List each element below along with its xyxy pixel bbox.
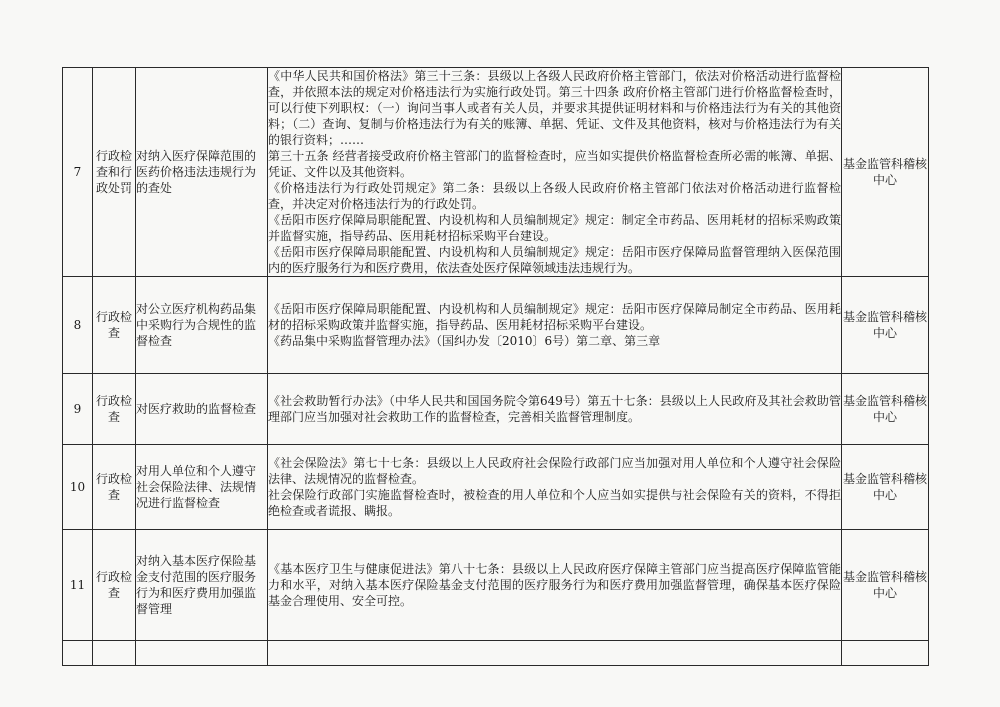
table-row-empty	[63, 641, 929, 666]
row-number: 10	[63, 445, 93, 530]
legal-basis	[268, 374, 842, 445]
table-row	[63, 68, 929, 277]
item-category: 行政检查	[93, 277, 136, 374]
legal-basis	[268, 277, 842, 374]
row-number: 7	[63, 68, 93, 277]
empty-cell	[842, 641, 929, 666]
empty-cell	[63, 641, 93, 666]
legal-basis-paragraph: 《中华人民共和国价格法》第三十三条：县级以上各级人民政府价格主管部门，依法对价格活动进行监督检查，并依照本法的规定对价格违法行为实施行政处罚。第三十四条 政府价格主管部门进行价格监督检查时，可以行使下列职权：（一）询问当事人或者有关人员，并要求其提供证明材料和与价格违法行为有关的其他资料；（二）查询、复制与价格违法行为有关的账簿、单据、凭证、文件及其他资料，核对与价格违法行为有关的银行资料；……	[268, 69, 841, 147]
row-number: 11	[63, 530, 93, 641]
empty-cell	[93, 641, 136, 666]
legal-basis-paragraph: 《基本医疗卫生与健康促进法》第八十七条：县级以上人民政府医疗保障主管部门应当提高医疗保障监管能力和水平，对纳入基本医疗保险基金支付范围的医疗服务行为和医疗费用加强监督管理，确保基本医疗保险基金合理使用、安全可控。	[268, 562, 841, 608]
item-category: 行政检查	[93, 530, 136, 641]
empty-cell	[136, 641, 268, 666]
legal-basis	[268, 530, 842, 641]
legal-basis-paragraph: 《社会保险法》第七十七条：县级以上人民政府社会保险行政部门应当加强对用人单位和个人遵守社会保险法律、法规情况的监督检查。	[268, 456, 841, 486]
empty-cell	[268, 641, 842, 666]
table-row	[63, 530, 929, 641]
legal-basis	[268, 68, 842, 277]
legal-basis-paragraph: 《社会救助暂行办法》（中华人民共和国国务院令第649号）第五十七条：县级以上人民政府及其社会救助管理部门应当加强对社会救助工作的监督检查，完善相关监督管理制度。	[268, 394, 841, 424]
table-row	[63, 445, 929, 530]
legal-basis-paragraph: 《药品集中采购监督管理办法》（国纠办发〔2010〕6号）第二章、第三章	[268, 334, 661, 348]
item-category: 行政检查和行政处罚	[93, 68, 136, 277]
enforcement-items-table	[62, 67, 929, 666]
legal-basis-paragraph: 《岳阳市医疗保障局职能配置、内设机构和人员编制规定》规定：岳阳市医疗保障局制定全市药品、医用耗材的招标采购政策并监督实施，指导药品、医用耗材招标采购平台建设。	[268, 302, 841, 332]
item-category: 行政检查	[93, 374, 136, 445]
responsible-dept: 基金监管科稽核中心	[842, 68, 929, 277]
table-row	[63, 277, 929, 374]
responsible-dept: 基金监管科稽核中心	[842, 445, 929, 530]
item-name: 对纳入医疗保障范围的医药价格违法违规行为的查处	[136, 68, 268, 277]
legal-basis-paragraph: 社会保险行政部门实施监督检查时，被检查的用人单位和个人应当如实提供与社会保险有关的资料，不得拒绝检查或者谎报、瞒报。	[268, 488, 841, 518]
responsible-dept: 基金监管科稽核中心	[842, 277, 929, 374]
item-name: 对医疗救助的监督检查	[136, 374, 268, 445]
item-name: 对公立医疗机构药品集中采购行为合规性的监督检查	[136, 277, 268, 374]
responsible-dept: 基金监管科稽核中心	[842, 530, 929, 641]
legal-basis-paragraph: 《岳阳市医疗保障局职能配置、内设机构和人员编制规定》规定：制定全市药品、医用耗材的招标采购政策并监督实施，指导药品、医用耗材招标采购平台建设。	[268, 213, 841, 243]
item-name: 对用人单位和个人遵守社会保险法律、法规情况进行监督检查	[136, 445, 268, 530]
legal-basis	[268, 445, 842, 530]
item-category: 行政检查	[93, 445, 136, 530]
item-name: 对纳入基本医疗保险基金支付范围的医疗服务行为和医疗费用加强监督管理	[136, 530, 268, 641]
row-number: 8	[63, 277, 93, 374]
legal-basis-paragraph: 第三十五条 经营者接受政府价格主管部门的监督检查时，应当如实提供价格监督检查所必需的帐簿、单据、凭证、文件以及其他资料。	[268, 149, 841, 179]
legal-basis-paragraph: 《岳阳市医疗保障局职能配置、内设机构和人员编制规定》规定：岳阳市医疗保障局监督管理纳入医保范围内的医疗服务行为和医疗费用，依法查处医疗保障领域违法违规行为。	[268, 245, 841, 275]
table-row	[63, 374, 929, 445]
legal-basis-paragraph: 《价格违法行为行政处罚规定》第二条：县级以上各级人民政府价格主管部门依法对价格活动进行监督检查，并决定对价格违法行为的行政处罚。	[268, 181, 841, 211]
row-number: 9	[63, 374, 93, 445]
responsible-dept: 基金监管科稽核中心	[842, 374, 929, 445]
